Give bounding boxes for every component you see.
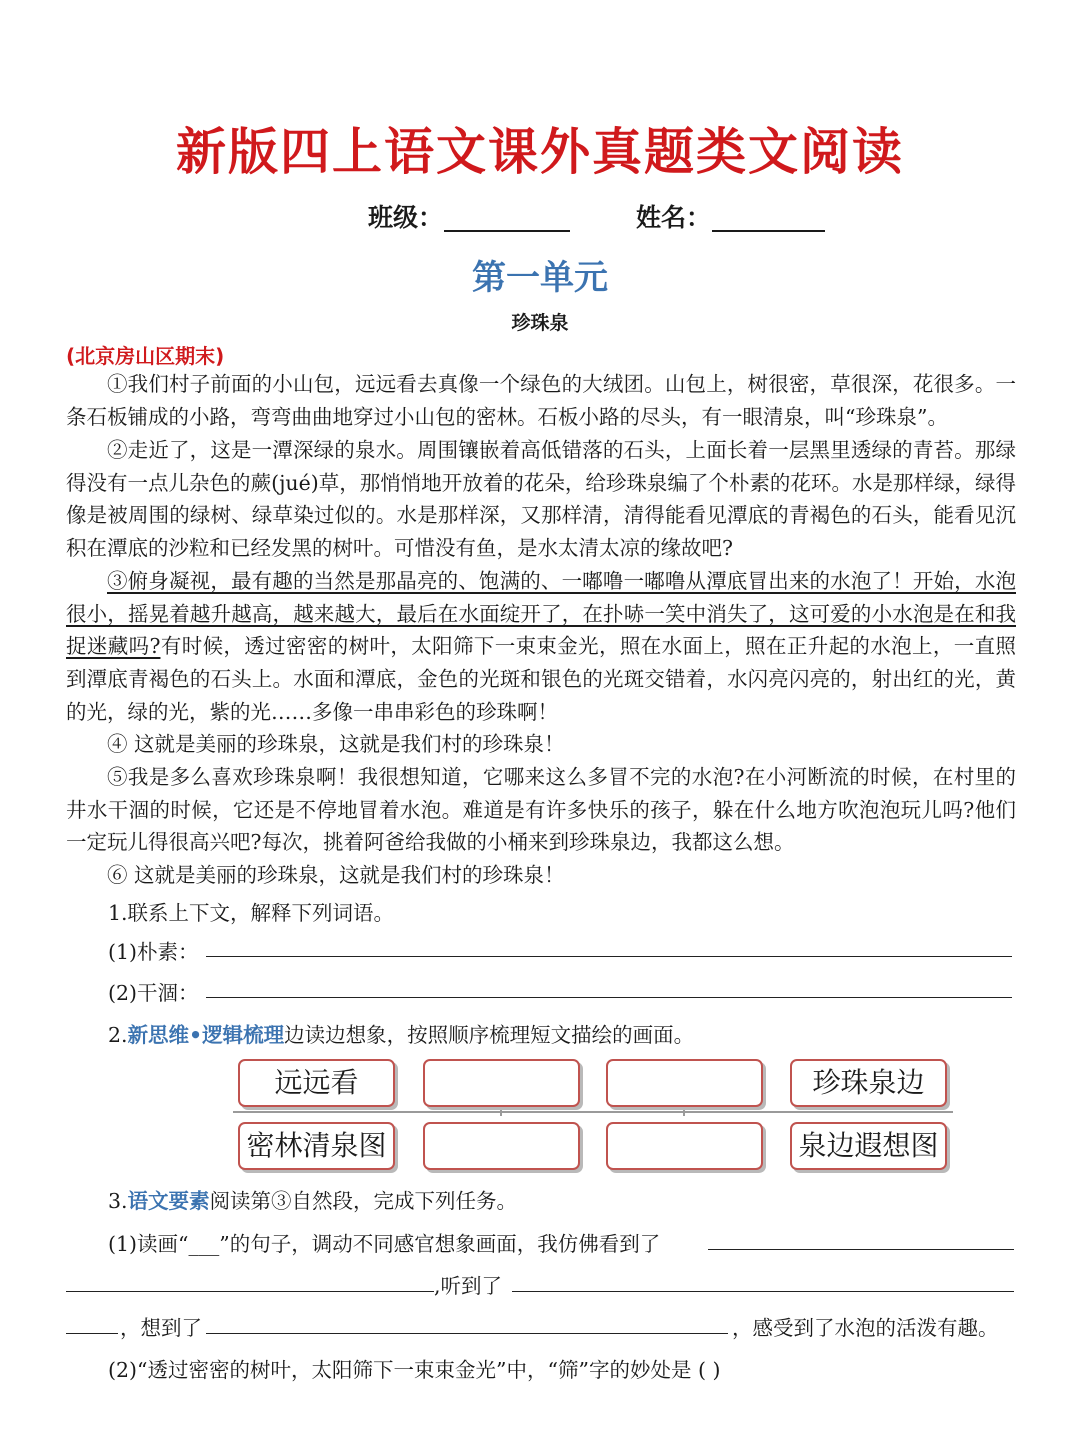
question-3-tag: 语文要素 [127,1189,210,1213]
class-field[interactable] [444,230,570,232]
answer-line-heard[interactable] [512,1291,1014,1292]
question-2 [108,1018,694,1048]
passage-title: 珍珠泉 [511,312,569,334]
question-2-tag: 新思维•逻辑梳理 [127,1023,285,1047]
paragraph-6: ⑥ 这就是美丽的珍珠泉，这就是我们村的珍珠泉！ [107,863,565,887]
scene-box-bottom-3[interactable] [606,1122,763,1170]
question-2-number: 2. [108,1023,128,1047]
answer-line-thought[interactable] [206,1333,728,1334]
answer-line-heard-cont[interactable] [66,1333,118,1334]
question-3-1-thought: ，想到了 [120,1316,202,1340]
paragraph-5: ⑤我是多么喜欢珍珠泉啊！我很想知道，它哪来这么多冒不完的水泡?在小河断流的时候，在村里的井水干涸的时候，它还是不停地冒着水泡。难道是有许多快乐的孩子，躲在什么地方吹泡泡玩儿吗?他们一定玩儿得很高兴吧?每次，挑着阿爸给我做的小桶来到珍珠泉边，我都这么想。 [66,765,1016,855]
scene-box-top-1: 远远看 [238,1059,395,1107]
scene-box-bottom-1: 密林清泉图 [238,1122,395,1170]
answer-line-1a[interactable] [206,956,1012,957]
paragraph-3-rest: 有时候，透过密密的树叶，太阳筛下一束束金光，照在水面上，照在正升起的水泡上，一直照到潭底青褐色的石头上。水面和潭底，金色的光斑和银色的光斑交错着，水闪亮闪亮的，射出红的光，黄的光，绿的光，紫的光……多像一串串彩色的珍珠啊！ [66,634,1016,724]
underlined-sentence: ③俯身凝视，最有趣的当然是那晶亮的、饱满的、一嘟噜一嘟噜从潭底冒出来的水泡了！开始，水泡很小，摇晃着越升越高，越来越大，最后在水面绽开了，在扑哧一笑中消失了，这可爱的小水泡是在和我捉迷藏吗? [66,569,1016,659]
name-field[interactable] [712,230,825,232]
question-3 [108,1184,517,1214]
paragraph-1: ①我们村子前面的小山包，远远看去真像一个绿色的大绒团。山包上，树很密，草很深，花很多。一条石板铺成的小路，弯弯曲曲地穿过小山包的密林。石板小路的尽头，有一眼清泉，叫“珍珠泉”。 [66,372,1016,429]
question-2-text: 边读边想象，按照顺序梳理短文描绘的画面。 [284,1023,695,1047]
question-3-1-heard: ,听到了 [434,1274,503,1298]
class-label: 班级： [368,203,444,232]
paragraph-2: ②走近了，这是一潭深绿的泉水。周围镶嵌着高低错落的石头，上面长着一层黑里透绿的青苔。那绿得没有一点儿杂色的蕨(jué)草，那悄悄地开放着的花朵，给珍珠泉编了个朴素的花环。水是那样绿，绿得像是被周围的绿树、绿草染过似的。水是那样深，又那样清，清得能看见潭底的青褐色的石头，能看见沉积在潭底的沙粒和已经发黑的树叶。可惜没有鱼，是水太清太凉的缘故吧? [66,438,1016,561]
scene-box-bottom-4: 泉边遐想图 [790,1122,947,1170]
scene-box-top-3[interactable] [606,1059,763,1107]
question-1-a: (1)朴素： [108,940,199,964]
question-3-text: 阅读第③自然段，完成下列任务。 [209,1189,518,1213]
paragraph-4: ④ 这就是美丽的珍珠泉，这就是我们村的珍珠泉！ [107,732,565,756]
question-3-1-prompt: (1)读画“___”的句子，调动不同感官想象画面，我仿佛看到了 [108,1232,661,1256]
paragraph-3 [66,565,1016,729]
question-1-b: (2)干涸： [108,981,199,1005]
timeline-tick [683,1106,685,1116]
page-title: 新版四上语文课外真题类文阅读 [176,123,904,181]
scene-box-top-4: 珍珠泉边 [790,1059,947,1107]
scene-box-top-2[interactable] [423,1059,580,1107]
answer-line-saw-cont[interactable] [66,1291,434,1292]
name-label: 姓名： [636,203,712,232]
timeline-line [233,1111,953,1113]
question-3-2: (2)“透过密密的树叶，太阳筛下一束束金光”中，“筛”字的妙处是 ( ) [108,1358,721,1382]
question-3-1-felt: ，感受到了水泡的活泼有趣。 [732,1316,999,1340]
answer-line-1b[interactable] [206,997,1012,998]
scene-box-bottom-2[interactable] [423,1122,580,1170]
answer-line-saw[interactable] [708,1249,1014,1250]
question-3-number: 3. [108,1189,128,1213]
source-label: (北京房山区期末) [66,344,225,368]
question-1: 1.联系上下文，解释下列词语。 [108,901,395,925]
timeline-tick [500,1106,502,1116]
unit-heading: 第一单元 [472,258,608,298]
